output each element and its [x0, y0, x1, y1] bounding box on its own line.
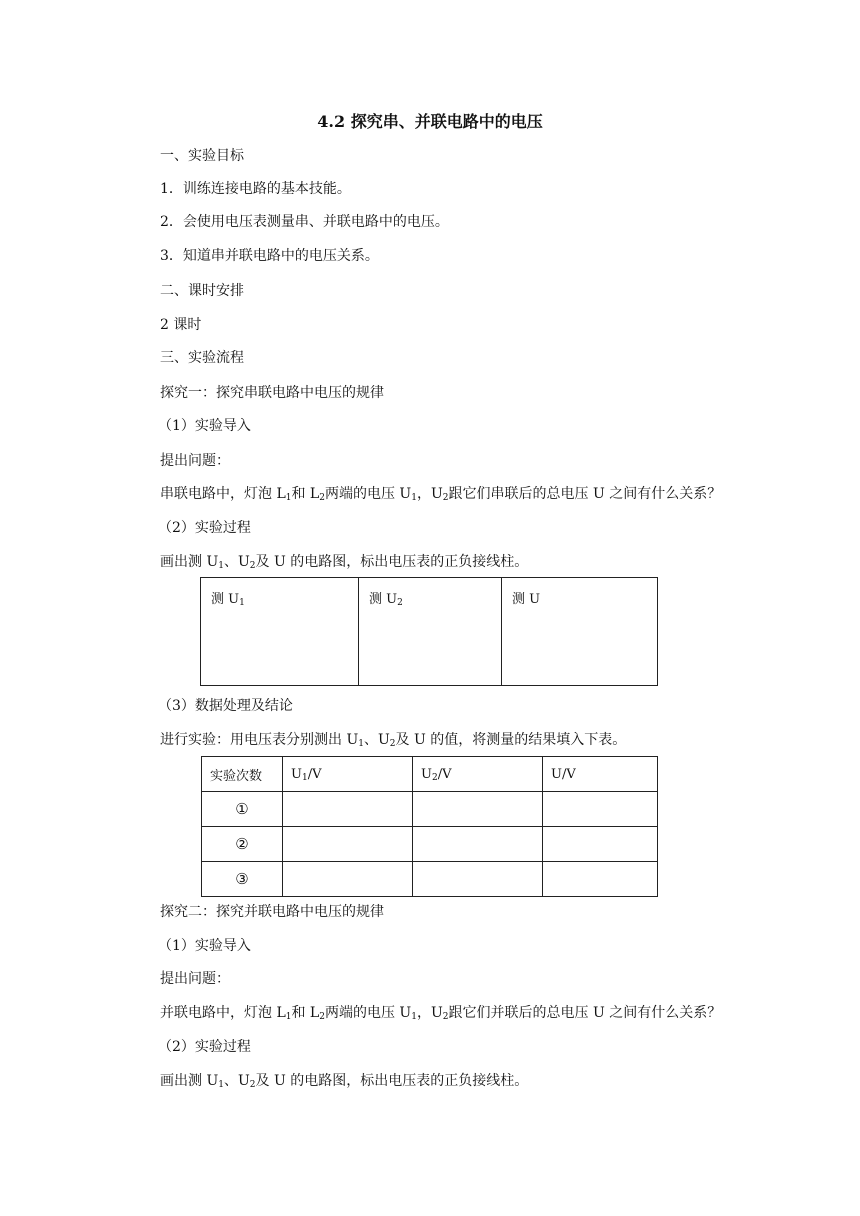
- explore2-title: 探究二：探究并联电路中电压的规律: [160, 904, 384, 920]
- explore2-step2: （2）实验过程: [158, 1039, 251, 1055]
- trial-number: ②: [202, 827, 283, 862]
- table-row: [202, 827, 658, 862]
- section-heading-procedure: 三、实验流程: [160, 350, 244, 366]
- explore2-step1: （1）实验导入: [158, 938, 251, 954]
- table-header: U/V: [543, 757, 658, 792]
- table-cell: [543, 792, 658, 827]
- diagram-cell-u: 测 U: [502, 578, 658, 686]
- goal-item: 3．知道串并联电路中的电压关系。: [160, 248, 379, 264]
- table-header: $U_2/V$: [413, 757, 543, 792]
- schedule-text: 2 课时: [160, 317, 202, 333]
- explore1-step1: （1）实验导入: [158, 418, 251, 434]
- explore1-step3: （3）数据处理及结论: [158, 698, 293, 714]
- goal-item: 1．训练连接电路的基本技能。: [160, 181, 351, 197]
- data-table: [201, 756, 658, 897]
- table-cell: [543, 827, 658, 862]
- section-heading-goals: 一、实验目标: [160, 148, 244, 164]
- circuit-diagram-table: [200, 577, 658, 686]
- goal-item: 2．会使用电压表测量串、并联电路中的电压。: [160, 214, 449, 230]
- page-title: 4.2 探究串、并联电路中的电压: [317, 112, 543, 131]
- table-cell: [283, 792, 413, 827]
- table-cell: [413, 792, 543, 827]
- trial-number: ①: [202, 792, 283, 827]
- explore1-question: 串联电路中，灯泡 $L_1$和 $L_2$两端的电压 $U_1$，$U_2$跟它们串联后的总电压 U 之间有什么关系？: [160, 486, 722, 503]
- explore1-question-label: 提出问题：: [160, 453, 230, 469]
- table-row: [202, 862, 658, 897]
- table-header: 实验次数: [202, 757, 283, 792]
- trial-number: ③: [202, 862, 283, 897]
- table-header: $U_1/V$: [283, 757, 413, 792]
- explore1-title: 探究一：探究串联电路中电压的规律: [160, 385, 384, 401]
- explore2-question: 并联电路中，灯泡 $L_1$和 $L_2$两端的电压 $U_1$，$U_2$跟它们并联后的总电压 U 之间有什么关系？: [160, 1005, 722, 1022]
- table-cell: [283, 862, 413, 897]
- table-header-row: [202, 757, 658, 792]
- table-cell: [283, 827, 413, 862]
- explore1-draw-instruction: 画出测 $U_1$、$U_2$及 U 的电路图，标出电压表的正负接线柱。: [160, 554, 529, 571]
- section-heading-schedule: 二、课时安排: [160, 283, 244, 299]
- table-cell: [413, 862, 543, 897]
- explore2-question-label: 提出问题：: [160, 971, 230, 987]
- diagram-cell-u1: 测 $U_1$: [201, 578, 359, 686]
- table-row: [202, 792, 658, 827]
- explore2-draw-instruction: 画出测 $U_1$、$U_2$及 U 的电路图，标出电压表的正负接线柱。: [160, 1073, 529, 1090]
- explore1-experiment-instruction: 进行实验：用电压表分别测出 $U_1$、$U_2$及 U 的值，将测量的结果填入下表。: [160, 732, 627, 749]
- explore1-step2: （2）实验过程: [158, 520, 251, 536]
- table-cell: [543, 862, 658, 897]
- table-cell: [413, 827, 543, 862]
- diagram-cell-u2: 测 $U_2$: [359, 578, 502, 686]
